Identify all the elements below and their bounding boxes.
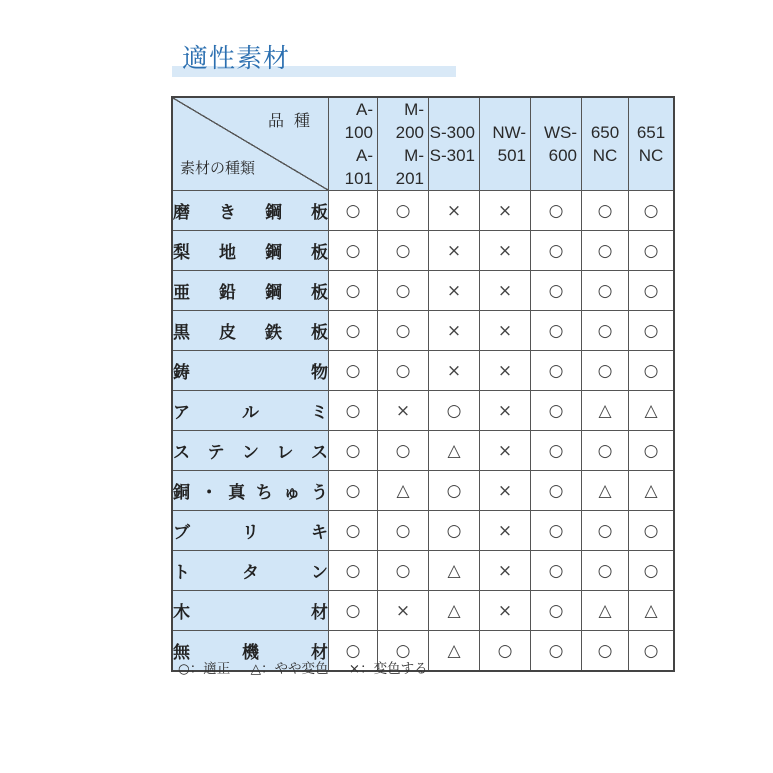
table-row: [172, 591, 674, 631]
suitability-mark: ○: [378, 551, 429, 591]
suitability-mark: ○: [531, 231, 582, 271]
suitability-mark: △: [629, 591, 675, 631]
suitability-mark: ×: [480, 191, 531, 231]
material-cell: [172, 231, 329, 271]
suitability-mark: ×: [429, 311, 480, 351]
suitability-mark: ○: [531, 271, 582, 311]
table-row: [172, 391, 674, 431]
suitability-mark: ○: [329, 351, 378, 391]
suitability-mark: ○: [329, 231, 378, 271]
suitability-mark: △: [429, 591, 480, 631]
suitability-mark: ○: [531, 591, 582, 631]
suitability-mark: ○: [329, 591, 378, 631]
material-cell: [172, 271, 329, 311]
suitability-mark: ○: [429, 391, 480, 431]
suitability-mark: ○: [582, 631, 629, 672]
table-row: [172, 351, 674, 391]
suitability-mark: ○: [582, 231, 629, 271]
legend-suitable: ○：適正: [178, 661, 231, 677]
suitability-mark: △: [429, 431, 480, 471]
product-header-1: A-100 A-101: [329, 97, 378, 191]
suitability-mark: ○: [531, 551, 582, 591]
suitability-mark: ○: [378, 351, 429, 391]
suitability-mark: △: [582, 391, 629, 431]
legend-slight-discolor: △：やや変色: [250, 661, 329, 677]
section-title: [172, 40, 456, 80]
material-cell: [172, 391, 329, 431]
suitability-mark: ○: [629, 351, 675, 391]
suitability-table: [171, 96, 675, 672]
suitability-mark: ×: [480, 511, 531, 551]
legend: [178, 657, 444, 677]
suitability-mark: ×: [480, 351, 531, 391]
material-label: 亜 鉛 鋼 板: [173, 283, 328, 303]
suitability-mark: ○: [582, 431, 629, 471]
corner-header-cell: [172, 97, 329, 191]
product-header-2: M-200 M-201: [378, 97, 429, 191]
corner-material-label: 素材の種類: [180, 159, 256, 177]
suitability-mark: ○: [531, 431, 582, 471]
suitability-mark: ○: [378, 511, 429, 551]
suitability-mark: ○: [531, 471, 582, 511]
suitability-mark: ○: [531, 351, 582, 391]
suitability-mark: ○: [329, 471, 378, 511]
suitability-mark: ○: [429, 471, 480, 511]
material-label: 黒 皮 鉄 板: [173, 323, 328, 343]
material-label: 梨 地 鋼 板: [173, 243, 328, 263]
table-row: [172, 511, 674, 551]
suitability-mark: ○: [531, 391, 582, 431]
suitability-mark: ○: [531, 511, 582, 551]
suitability-mark: ×: [480, 231, 531, 271]
suitability-mark: ×: [480, 391, 531, 431]
suitability-mark: ○: [329, 271, 378, 311]
suitability-mark: ○: [531, 311, 582, 351]
table-row: [172, 471, 674, 511]
suitability-mark: ○: [378, 231, 429, 271]
suitability-mark: ○: [329, 511, 378, 551]
product-header-3: S-300 S-301: [429, 97, 480, 191]
material-cell: [172, 311, 329, 351]
suitability-mark: ○: [378, 271, 429, 311]
suitability-mark: △: [629, 391, 675, 431]
suitability-mark: ○: [480, 631, 531, 672]
table-row: [172, 551, 674, 591]
material-label: 無 機 材: [173, 643, 328, 663]
material-label: 鋳 物: [173, 363, 328, 383]
material-label: ス テ ン レ ス: [173, 443, 328, 463]
suitability-mark: ○: [378, 191, 429, 231]
suitability-mark: ○: [329, 311, 378, 351]
suitability-mark: △: [582, 591, 629, 631]
material-label: ト タ ン: [173, 563, 328, 583]
suitability-mark: ○: [329, 431, 378, 471]
suitability-mark: ○: [582, 191, 629, 231]
material-cell: [172, 551, 329, 591]
material-label: 銅 ・ 真 ち ゅ う: [173, 483, 328, 503]
material-cell: [172, 511, 329, 551]
material-label: 木 材: [173, 603, 328, 623]
material-cell: [172, 471, 329, 511]
material-cell: [172, 191, 329, 231]
material-cell: [172, 431, 329, 471]
suitability-mark: ×: [378, 391, 429, 431]
suitability-mark: △: [582, 471, 629, 511]
suitability-mark: ○: [629, 191, 675, 231]
material-label: ア ル ミ: [173, 403, 328, 423]
suitability-mark: △: [429, 551, 480, 591]
suitability-mark: ○: [629, 311, 675, 351]
suitability-mark: ×: [429, 231, 480, 271]
suitability-mark: ○: [329, 631, 378, 672]
table-row: [172, 231, 674, 271]
material-cell: [172, 351, 329, 391]
suitability-mark: ×: [429, 271, 480, 311]
suitability-mark: ×: [480, 551, 531, 591]
suitability-mark: ○: [582, 311, 629, 351]
suitability-mark: ○: [429, 511, 480, 551]
suitability-mark: ×: [480, 471, 531, 511]
suitability-mark: ○: [531, 191, 582, 231]
page-title: 適性素材: [182, 44, 291, 74]
header-row: [172, 97, 674, 191]
suitability-mark: ○: [629, 431, 675, 471]
suitability-mark: ○: [629, 231, 675, 271]
table-row: [172, 191, 674, 231]
product-header-4: NW- 501: [480, 97, 531, 191]
suitability-mark: ○: [378, 631, 429, 672]
suitability-mark: ○: [329, 551, 378, 591]
suitability-mark: ×: [480, 271, 531, 311]
suitability-mark: ○: [329, 391, 378, 431]
product-header-7: 651 NC: [629, 97, 675, 191]
suitability-mark: △: [629, 471, 675, 511]
suitability-mark: ○: [629, 551, 675, 591]
suitability-mark: △: [429, 631, 480, 672]
suitability-mark: ○: [629, 631, 675, 672]
suitability-mark: △: [378, 471, 429, 511]
material-label: 磨 き 鋼 板: [173, 203, 328, 223]
suitability-mark: ×: [378, 591, 429, 631]
corner-product-label: 品種: [267, 111, 320, 130]
suitability-mark: ○: [378, 311, 429, 351]
table-row: [172, 431, 674, 471]
suitability-mark: ×: [480, 311, 531, 351]
suitability-mark: ○: [582, 351, 629, 391]
product-header-6: 650 NC: [582, 97, 629, 191]
table-row: [172, 271, 674, 311]
suitability-mark: ×: [429, 351, 480, 391]
suitability-mark: ○: [329, 191, 378, 231]
material-label: ブ リ キ: [173, 523, 328, 543]
product-header-5: WS- 600: [531, 97, 582, 191]
suitability-mark: ×: [429, 191, 480, 231]
suitability-mark: ○: [378, 431, 429, 471]
suitability-mark: ×: [480, 431, 531, 471]
table-row: [172, 311, 674, 351]
suitability-mark: ○: [629, 271, 675, 311]
legend-discolor: ×：変色する: [348, 661, 428, 677]
suitability-mark: ×: [480, 591, 531, 631]
suitability-mark: ○: [582, 511, 629, 551]
suitability-mark: ○: [582, 271, 629, 311]
suitability-mark: ○: [531, 631, 582, 672]
suitability-mark: ○: [582, 551, 629, 591]
suitability-mark: ○: [629, 511, 675, 551]
material-cell: [172, 591, 329, 631]
